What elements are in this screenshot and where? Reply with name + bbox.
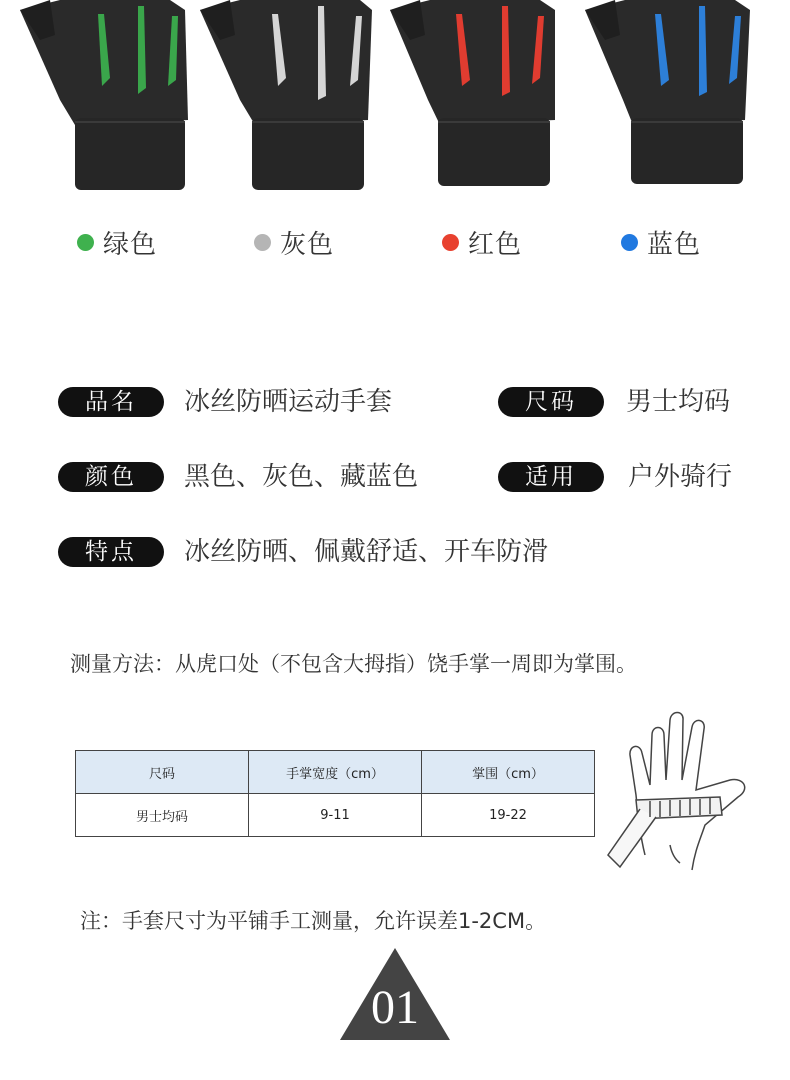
table-header-cell: 掌围（cm） [422,751,595,794]
red-dot-icon [442,234,459,251]
spec-color-value: 黑色、灰色、藏蓝色 [184,462,419,492]
table-header-cell: 手掌宽度（cm） [249,751,422,794]
spec-size-value: 男士均码 [626,387,731,417]
measure-method-note: 测量方法：从虎口处（不包含大拇指）饶手掌一周即为掌围。 [70,652,637,676]
table-cell: 19-22 [422,794,595,837]
hand-measure-illustration [600,705,760,879]
spec-name-key: 品名 [58,387,164,417]
legend-label: 绿色 [103,229,158,260]
size-table [75,750,595,837]
table-header-row [76,751,595,794]
spec-feature-key: 特点 [58,537,164,567]
table-cell: 9-11 [249,794,422,837]
legend-label: 蓝色 [647,229,702,260]
red-glove-image [390,0,565,192]
spec-color-key: 颜色 [58,462,164,492]
spec-use-value: 户外骑行 [628,462,733,492]
legend-green [77,224,157,260]
table-header-cell: 尺码 [76,751,249,794]
table-row [76,794,595,837]
gray-dot-icon [254,234,271,251]
blue-dot-icon [621,234,638,251]
section-number: 01 [371,981,419,1034]
size-footnote: 注：手套尺寸为平铺手工测量，允许误差1-2CM。 [80,909,547,933]
legend-blue [621,224,701,260]
green-dot-icon [77,234,94,251]
spec-use-key: 适用 [498,462,604,492]
green-glove-image [20,0,195,192]
legend-label: 红色 [468,229,523,260]
spec-feature-value: 冰丝防晒、佩戴舒适、开车防滑 [184,537,549,567]
legend-label: 灰色 [280,229,335,260]
legend-gray [254,224,334,260]
spec-size-key: 尺码 [498,387,604,417]
table-cell: 男士均码 [76,794,249,837]
spec-name-value: 冰丝防晒运动手套 [184,387,393,417]
legend-red [442,224,522,260]
gray-glove-image [200,0,380,192]
glove-product-row [0,0,790,195]
blue-glove-image [585,0,760,192]
